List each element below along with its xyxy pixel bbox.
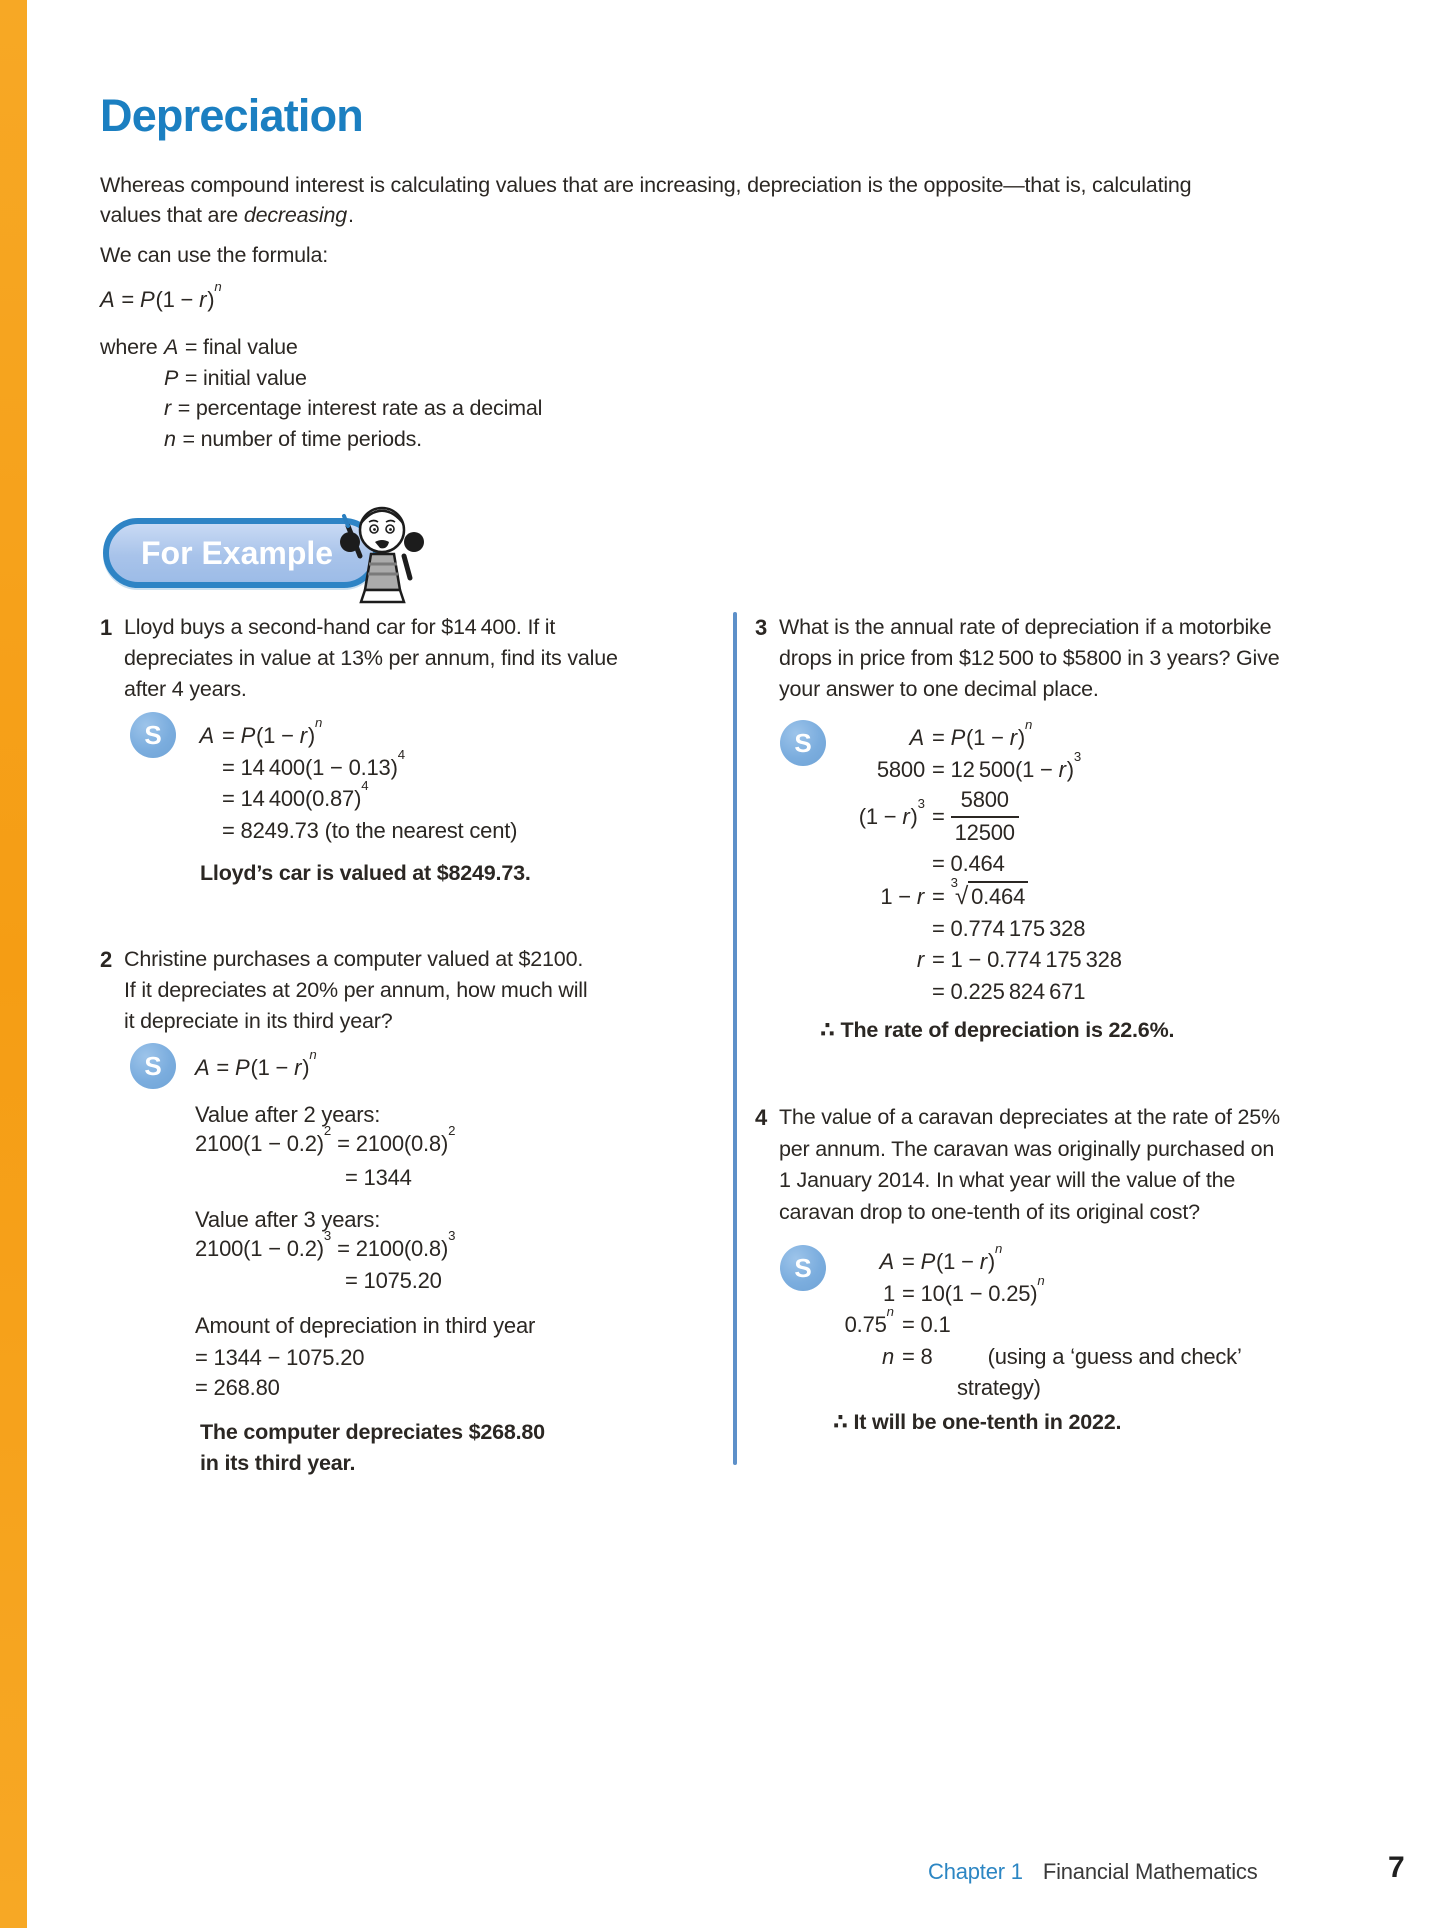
fraction-denominator: 12500 xyxy=(954,820,1015,845)
example-2-conclusion: The computer depreciates $268.80 in its third year. xyxy=(200,1420,545,1475)
intro-paragraph xyxy=(100,170,1191,230)
equation-rhs: = $P(1 - r)^n$ xyxy=(222,715,323,748)
example-1-question xyxy=(100,612,618,705)
equation-result: = 1075.20 xyxy=(345,1268,442,1293)
equation-note xyxy=(951,1309,1006,1341)
solution-badge: S xyxy=(780,720,826,766)
equation: = 268.80 xyxy=(195,1375,280,1400)
equation-lhs xyxy=(195,752,215,784)
equation-lhs xyxy=(195,783,215,815)
equation-note xyxy=(1046,1278,1101,1310)
equation-rhs: = 14 $400(1 - 0.13)^4$ xyxy=(222,746,406,780)
fraction-numerator: 5800 xyxy=(951,785,1019,818)
equation-row xyxy=(195,778,517,815)
equation: $2100(1 - 0.2)^2 = 2100(0.8)^2$ xyxy=(195,1123,456,1156)
question-line: depreciates in value at 13% per annum, find its value xyxy=(124,646,618,670)
chapter-edge-strip xyxy=(0,0,27,1928)
equation-lhs xyxy=(827,1372,895,1404)
equation-row xyxy=(820,913,1122,945)
equation-row xyxy=(820,848,1122,880)
definition: r = percentage interest rate as a decimal xyxy=(164,396,543,420)
equation-rhs: = 0.1 xyxy=(902,1312,951,1337)
equation-row xyxy=(820,944,1122,976)
equation-rhs: = 0.225 824 671 xyxy=(932,978,1086,1004)
question-line: If it depreciates at 20% per annum, how much will xyxy=(124,978,588,1002)
question-line: The value of a caravan depreciates at the rate of 25% xyxy=(779,1105,1280,1129)
equation-row xyxy=(195,815,517,847)
equation-row xyxy=(827,1372,1242,1404)
example-4-working xyxy=(827,1241,1242,1404)
equation-lhs: 0.75$^n$ xyxy=(844,1304,894,1337)
radicand: 0.464 xyxy=(968,881,1028,909)
equation-lhs xyxy=(195,815,215,847)
page-footer xyxy=(928,1858,1258,1886)
example-3-question xyxy=(755,612,1279,705)
example-4-question xyxy=(755,1102,1280,1228)
equation-lhs: n xyxy=(881,1343,894,1369)
equation-lhs: r xyxy=(916,947,924,972)
fraction-equation-row xyxy=(820,785,1122,848)
equation: $A = P(1 - r)^n$ xyxy=(195,1047,317,1080)
equals-sign: = xyxy=(932,883,945,909)
question-line: after 4 years. xyxy=(124,677,247,701)
equation-note xyxy=(1003,1246,1058,1278)
equation-row xyxy=(827,1241,1242,1278)
question-line: drops in price from $12 500 to $5800 in 3 years? Give xyxy=(779,646,1280,670)
solution-badge: S xyxy=(130,712,176,758)
question-line: Christine purchases a computer valued at $2100. xyxy=(124,947,584,971)
example-1-working xyxy=(195,715,518,846)
equation-rhs: = 12 $500(1 - r)^3$ xyxy=(932,748,1082,782)
equation-result: = 1344 xyxy=(345,1165,412,1190)
question-line: 1 January 2014. In what year will the value of the xyxy=(779,1168,1236,1192)
definition: n = number of time periods. xyxy=(164,426,422,451)
chapter-label: Chapter 1 xyxy=(928,1859,1023,1884)
question-line: What is the annual rate of depreciation if a motorbike xyxy=(779,615,1272,639)
section-label: Financial Mathematics xyxy=(1042,1859,1258,1884)
example-3-conclusion: ∴ The rate of depreciation is 22.6%. xyxy=(820,1018,1175,1042)
question-line: Lloyd buys a second-hand car for $14 400. If it xyxy=(124,615,556,639)
question-line: per annum. The caravan was originally purchased on xyxy=(779,1136,1275,1161)
equation-rhs: = 0.464 xyxy=(932,851,1005,876)
equation-lhs: A xyxy=(879,1249,894,1274)
solution-badge: S xyxy=(130,1043,176,1089)
equation-lhs xyxy=(820,976,925,1008)
question-line: it depreciate in its third year? xyxy=(124,1009,393,1033)
equation-row xyxy=(820,976,1122,1008)
equation-rhs: = $P(1 - r)^n$ xyxy=(932,717,1033,750)
equation-lhs: A xyxy=(199,723,214,748)
example-1-conclusion: Lloyd’s car is valued at $8249.73. xyxy=(200,861,531,885)
cube-root xyxy=(950,874,1028,913)
equation-row xyxy=(820,748,1122,786)
equation-rhs: = 8249.73 (to the nearest cent) xyxy=(222,817,518,843)
formula-lead: We can use the formula: xyxy=(100,243,329,267)
working-heading: Value after 3 years: xyxy=(195,1207,381,1232)
definition: A = final value xyxy=(164,335,298,359)
equation: $2100(1 - 0.2)^3 = 2100(0.8)^3$ xyxy=(195,1228,456,1261)
equation-note: (using a ‘guess and check’ xyxy=(987,1343,1242,1369)
example-number: 2 xyxy=(100,947,113,972)
where-label: where xyxy=(100,335,158,359)
radical-sign: √ xyxy=(955,882,969,910)
equation-row xyxy=(195,746,517,784)
page-title: Depreciation xyxy=(100,90,363,141)
equation-note: strategy) xyxy=(957,1375,1041,1400)
equation-lhs: 5800 xyxy=(876,756,925,782)
equation-rhs: = 8 xyxy=(902,1343,933,1369)
fraction xyxy=(951,785,1019,848)
equation-rhs: = $10(1 - 0.25)^n$ xyxy=(902,1272,1045,1306)
example-number: 3 xyxy=(755,615,768,640)
equation-lhs: A xyxy=(909,725,924,750)
example-3-working xyxy=(820,717,1122,1007)
for-example-label: For Example xyxy=(141,534,334,571)
working-heading: Amount of depreciation in third year xyxy=(195,1313,536,1338)
equation-rhs: = 1 − 0.774 175 328 xyxy=(932,947,1122,972)
equation-lhs xyxy=(820,913,925,945)
intro-line: values that are decreasing. xyxy=(100,203,354,227)
question-line: your answer to one decimal place. xyxy=(779,677,1099,701)
page-number: 7 xyxy=(1388,1851,1405,1884)
column-divider xyxy=(733,612,737,1465)
equation-rhs: = $P(1 - r)^n$ xyxy=(902,1241,1003,1274)
definition: P = initial value xyxy=(164,365,307,390)
equation-lhs xyxy=(820,848,925,880)
cube-root-equation-row xyxy=(820,874,1122,913)
example-number: 1 xyxy=(100,615,113,640)
solution-badge: S xyxy=(780,1245,826,1291)
root-degree: 3 xyxy=(950,874,958,890)
equation-lhs: 1 xyxy=(882,1280,895,1306)
girl-pointing-icon xyxy=(336,494,428,614)
equation: = 1344 − 1075.20 xyxy=(195,1345,365,1370)
equation-row xyxy=(195,715,517,752)
equation-rhs: = 0.774 175 328 xyxy=(932,915,1086,941)
example-2-working xyxy=(195,1047,665,1412)
intro-line: Whereas compound interest is calculating values that are increasing, depreciation is the opposite—that is, calculating xyxy=(100,173,1192,197)
equation-lhs: $(1 - r)^3$ xyxy=(858,796,925,829)
variable-definitions xyxy=(100,332,542,454)
depreciation-formula: $A = P(1 - r)^n$ xyxy=(100,279,222,312)
example-2-question xyxy=(100,944,587,1037)
equation-lhs: 1 − r xyxy=(880,883,924,909)
question-line: caravan drop to one-tenth of its original cost? xyxy=(779,1199,1200,1224)
equation-rhs: = 14 $400(0.87)^4$ xyxy=(222,778,369,811)
example-number: 4 xyxy=(755,1105,768,1130)
example-4-conclusion: ∴ It will be one-tenth in 2022. xyxy=(833,1410,1122,1434)
working-heading: Value after 2 years: xyxy=(195,1102,381,1127)
equals-sign: = xyxy=(932,803,945,829)
equation-row xyxy=(827,1341,1242,1373)
equation-row xyxy=(827,1304,1242,1341)
